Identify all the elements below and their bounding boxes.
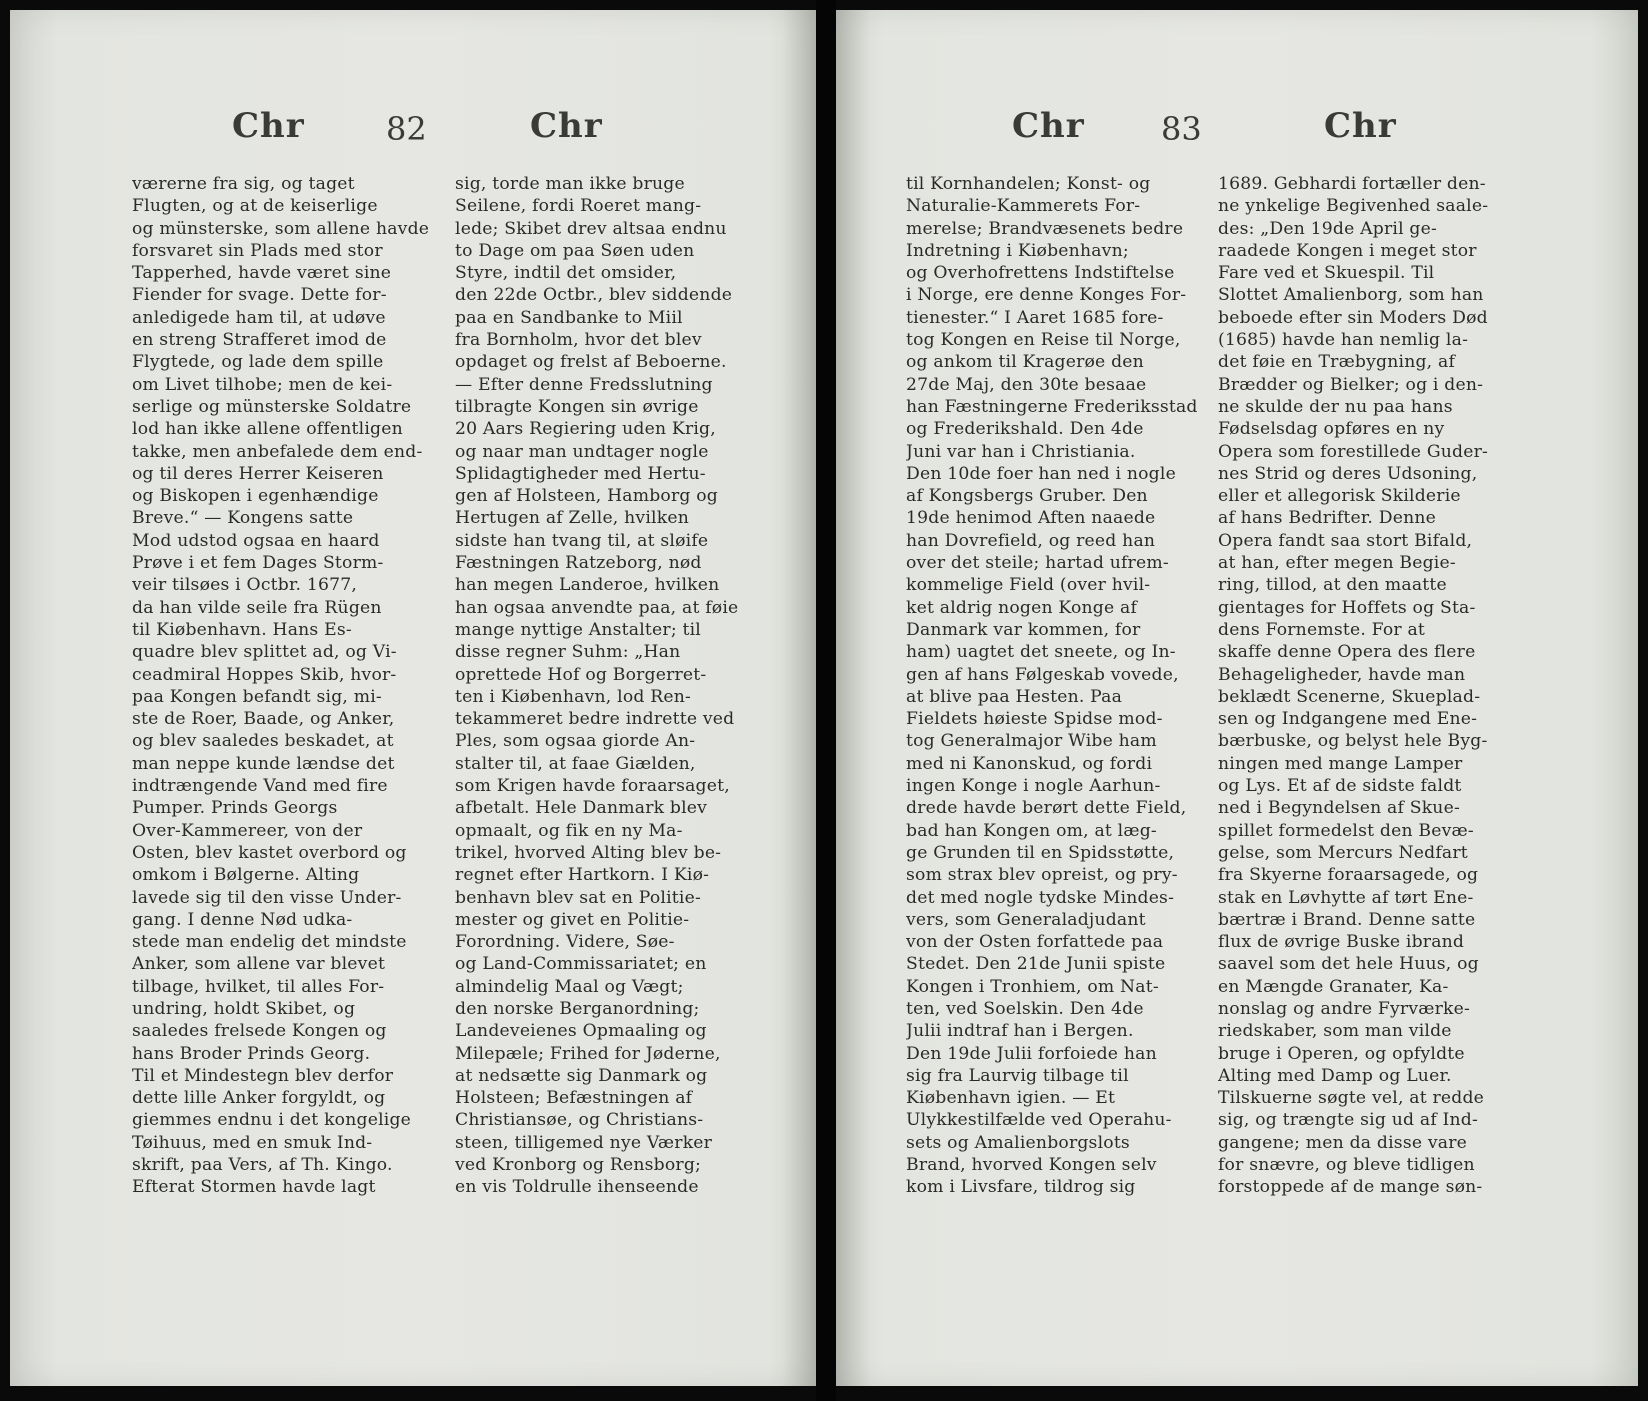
text-line: drede havde berørt dette Field, — [906, 798, 1187, 819]
text-line: Fiender for svage. Dette for- — [132, 285, 387, 306]
text-line: mange nyttige Anstalter; til — [455, 619, 701, 640]
text-line: Tøihuus, med en smuk Ind- — [132, 1132, 373, 1153]
text-line: ingen Konge i nogle Aarhun- — [906, 776, 1161, 797]
text-line: Prøve i et fem Dages Storm- — [132, 553, 384, 574]
left-page-column-1 — [132, 173, 444, 1199]
text-line: den norske Berganordning; — [455, 998, 700, 1019]
text-line: 19de henimod Aften naaede — [906, 508, 1156, 529]
left-page-header-right: Chr — [530, 106, 603, 146]
text-line: Slottet Amalienborg, som han — [1218, 285, 1484, 306]
text-line: og Frederikshald. Den 4de — [906, 419, 1144, 440]
text-line: værerne fra sig, og taget — [132, 174, 355, 194]
text-line: ceadmiral Hoppes Skib, hvor- — [132, 664, 397, 685]
right-page-header-left: Chr — [1012, 106, 1085, 146]
text-line: gen af hans Følgeskab vovede, — [906, 664, 1179, 685]
text-line: Opera som forestillede Guder- — [1218, 441, 1489, 462]
text-line: Styre, indtil det omsider, — [455, 263, 677, 284]
text-line: og til deres Herrer Keiseren — [132, 463, 384, 484]
text-line: ring, tillod, at den maatte — [1218, 575, 1447, 596]
text-line: ne ynkelige Begivenhed saale- — [1218, 196, 1489, 217]
text-line: sen og Indgangene med Ene- — [1218, 709, 1478, 730]
text-line: at han, efter megen Begie- — [1218, 553, 1456, 574]
text-line: afbetalt. Hele Danmark blev — [455, 798, 708, 819]
text-line: bad han Kongen om, at læg- — [906, 820, 1157, 841]
text-line: fra Bornholm, hvor det blev — [455, 330, 702, 351]
text-line: oprettede Hof og Borgerret- — [455, 664, 707, 685]
text-line: forsvaret sin Plads med stor — [132, 240, 383, 261]
text-line: i Norge, ere denne Konges For- — [906, 285, 1187, 306]
text-line: Til et Mindestegn blev derfor — [132, 1065, 394, 1086]
text-line: gientages for Hoffets og Sta- — [1218, 597, 1476, 618]
text-line: sidste han tvang til, at sløife — [455, 530, 709, 551]
book-gutter — [816, 0, 836, 1401]
text-line: for snævre, og bleve tidligen — [1218, 1155, 1475, 1176]
right-page-header-right: Chr — [1324, 106, 1397, 146]
text-line: Breve.“ — Kongens satte — [132, 508, 354, 529]
text-line: han Fæstningerne Frederiksstad — [906, 396, 1198, 417]
right-page-number: 83 — [1161, 110, 1202, 148]
text-line: som Krigen havde foraarsaget, — [455, 776, 730, 797]
text-line: ningen med mange Lamper — [1218, 753, 1463, 774]
text-line: en streng Strafferet imod de — [132, 330, 387, 351]
text-line: han megen Landeroe, hvilken — [455, 575, 720, 596]
text-line: Seilene, fordi Roeret mang- — [455, 196, 702, 217]
right-page-column-1 — [906, 173, 1206, 1199]
text-line: Opera fandt saa stort Bifald, — [1218, 530, 1473, 551]
text-line: opmaalt, og fik en ny Ma- — [455, 820, 683, 841]
text-line: Brædder og Bielker; og i den- — [1218, 374, 1484, 395]
text-line: Landeveienes Opmaaling og — [455, 1021, 707, 1042]
text-line: kommelige Field (over hvil- — [906, 575, 1151, 596]
text-line: kom i Livsfare, tildrog sig — [906, 1177, 1136, 1198]
text-line: af Kongsbergs Gruber. Den — [906, 486, 1148, 507]
text-line: 1689. Gebhardi fortæller den- — [1218, 174, 1486, 194]
text-line: Milepæle; Frihed for Jøderne, — [455, 1043, 721, 1064]
text-line: gang. I denne Nød udka- — [132, 909, 353, 930]
text-line: mester og givet en Politie- — [455, 909, 690, 930]
text-line: bærtræ i Brand. Denne satte — [1218, 909, 1476, 930]
text-line: og blev saaledes beskadet, at — [132, 731, 394, 752]
text-line: to Dage om paa Søen uden — [455, 240, 695, 261]
text-line: og Biskopen i egenhændige — [132, 486, 379, 507]
text-line: Indretning i Kiøbenhavn; — [906, 240, 1129, 261]
text-line: 20 Aars Regiering uden Krig, — [455, 419, 716, 440]
text-line: spillet formedelst den Bevæ- — [1218, 820, 1474, 841]
text-line: Christiansøe, og Christians- — [455, 1110, 704, 1131]
text-line: lede; Skibet drev altsaa endnu — [455, 218, 727, 239]
text-line: 27de Maj, den 30te besaae — [906, 374, 1147, 395]
text-line: og Lys. Et af de sidste faldt — [1218, 776, 1462, 797]
text-line: over det steile; hartad ufrem- — [906, 553, 1169, 574]
text-line: nonslag og andre Fyrværke- — [1218, 998, 1471, 1019]
text-line: gelse, som Mercurs Nedfart — [1218, 842, 1468, 863]
text-line: og Overhofrettens Indstiftelse — [906, 263, 1175, 284]
text-line: som strax blev opreist, og pry- — [906, 865, 1178, 886]
text-line: benhavn blev sat en Politie- — [455, 887, 701, 908]
text-line: og münsterske, som allene havde — [132, 218, 430, 239]
text-line: Anker, som allene var blevet — [132, 954, 386, 975]
text-line: beklædt Scenerne, Skueplad- — [1218, 686, 1481, 707]
text-line: Den 10de foer han ned i nogle — [906, 463, 1176, 484]
text-line: des: „Den 19de April ge- — [1218, 218, 1438, 239]
right-page — [836, 10, 1638, 1386]
text-line: Kiøbenhavn igien. — Et — [906, 1088, 1116, 1109]
text-line: ham) uagtet det sneete, og In- — [906, 642, 1176, 663]
text-line: Pumper. Prinds Georgs — [132, 798, 338, 819]
text-line: dette lille Anker forgyldt, og — [132, 1088, 386, 1109]
text-line: Forordning. Videre, Søe- — [455, 932, 675, 953]
text-line: og naar man undtager nogle — [455, 441, 709, 462]
text-line: tog Kongen en Reise til Norge, — [906, 330, 1181, 351]
text-line: Efterat Stormen havde lagt — [132, 1177, 376, 1198]
text-line: hans Broder Prinds Georg. — [132, 1043, 371, 1064]
text-line: at nedsætte sig Danmark og — [455, 1065, 708, 1086]
text-line: saaledes frelsede Kongen og — [132, 1021, 387, 1042]
text-line: ne skulde der nu paa hans — [1218, 396, 1453, 417]
right-page-column-2 — [1218, 173, 1508, 1199]
text-line: Stedet. Den 21de Junii spiste — [906, 954, 1166, 975]
text-line: at blive paa Hesten. Paa — [906, 686, 1123, 707]
text-line: paa Kongen befandt sig, mi- — [132, 686, 382, 707]
text-line: man neppe kunde lændse det — [132, 753, 395, 774]
text-line: en vis Toldrulle ihenseende — [455, 1177, 699, 1198]
left-page-column-2 — [455, 173, 765, 1199]
text-line: Ples, som ogsaa giorde An- — [455, 731, 696, 752]
text-line: Naturalie-Kammerets For- — [906, 196, 1141, 217]
text-line: Osten, blev kastet overbord og — [132, 842, 407, 863]
text-line: skrift, paa Vers, af Th. Kingo. — [132, 1155, 393, 1176]
left-page — [10, 10, 816, 1386]
text-line: Flygtede, og lade dem spille — [132, 352, 384, 373]
text-line: veir tilsøes i Octbr. 1677, — [132, 575, 358, 596]
text-line: nes Strid og deres Udsoning, — [1218, 463, 1478, 484]
text-line: undring, holdt Skibet, og — [132, 998, 356, 1019]
text-line: omkom i Bølgerne. Alting — [132, 865, 360, 886]
text-line: merelse; Brandvæsenets bedre — [906, 218, 1184, 239]
text-line: Fieldets høieste Spidse mod- — [906, 709, 1163, 730]
text-line: ket aldrig nogen Konge af — [906, 597, 1138, 618]
text-line: det med nogle tydske Mindes- — [906, 887, 1175, 908]
text-line: ten i Kiøbenhavn, lod Ren- — [455, 686, 692, 707]
text-line: Den 19de Julii forfoiede han — [906, 1043, 1157, 1064]
text-line: Splidagtigheder med Hertu- — [455, 463, 706, 484]
text-line: forstoppede af de mange søn- — [1218, 1177, 1483, 1198]
text-line: eller et allegorisk Skilderie — [1218, 486, 1461, 507]
text-line: gangene; men da disse vare — [1218, 1132, 1468, 1153]
text-line: tog Generalmajor Wibe ham — [906, 731, 1157, 752]
text-line: han Dovrefield, og reed han — [906, 530, 1156, 551]
text-line: lod han ikke allene offentligen — [132, 419, 403, 440]
text-line: en Mængde Granater, Ka- — [1218, 976, 1449, 997]
text-line: Alting med Damp og Luer. — [1218, 1065, 1452, 1086]
text-line: af hans Bedrifter. Denne — [1218, 508, 1437, 529]
text-line: Juni var han i Christiania. — [906, 441, 1136, 462]
text-line: gen af Holsteen, Hamborg og — [455, 486, 718, 507]
text-line: tienester.“ I Aaret 1685 fore- — [906, 307, 1164, 328]
text-line: ste de Roer, Baade, og Anker, — [132, 709, 395, 730]
text-line: til Kiøbenhavn. Hans Es- — [132, 619, 352, 640]
text-line: skaffe denne Opera des flere — [1218, 642, 1476, 663]
text-line: Fødselsdag opføres en ny — [1218, 419, 1445, 440]
text-line: tekammeret bedre indrette ved — [455, 709, 735, 730]
text-line: det føie en Træbygning, af — [1218, 352, 1456, 373]
text-line: anledigede ham til, at udøve — [132, 307, 386, 328]
text-line: indtrængende Vand med fire — [132, 776, 388, 797]
text-line: — Efter denne Fredsslutning — [455, 374, 713, 395]
text-line: giemmes endnu i det kongelige — [132, 1110, 412, 1131]
text-line: Flugten, og at de keiserlige — [132, 196, 378, 217]
text-line: Behageligheder, havde man — [1218, 664, 1466, 685]
text-line: ned i Begyndelsen af Skue- — [1218, 798, 1460, 819]
text-line: tilbage, hvilket, til alles For- — [132, 976, 385, 997]
text-line: og Land-Commissariatet; en — [455, 954, 707, 975]
text-line: steen, tilligemed nye Værker — [455, 1132, 713, 1153]
text-line: opdaget og frelst af Beboerne. — [455, 352, 727, 373]
text-line: serlige og münsterske Soldatre — [132, 396, 412, 417]
text-line: og ankom til Kragerøe den — [906, 352, 1144, 373]
text-line: dens Fornemste. For at — [1218, 619, 1426, 640]
text-line: sig fra Laurvig tilbage til — [906, 1065, 1129, 1086]
text-line: disse regner Suhm: „Han — [455, 642, 681, 663]
text-line: Holsteen; Befæstningen af — [455, 1088, 693, 1109]
text-line: flux de øvrige Buske ibrand — [1218, 932, 1465, 953]
text-line: Tilskuerne søgte vel, at redde — [1218, 1088, 1485, 1109]
text-line: (1685) havde han nemlig la- — [1218, 330, 1469, 351]
text-line: tilbragte Kongen sin øvrige — [455, 396, 699, 417]
text-line: ge Grunden til en Spidsstøtte, — [906, 842, 1175, 863]
text-line: raadede Kongen i meget stor — [1218, 240, 1477, 261]
text-line: riedskaber, som man vilde — [1218, 1021, 1452, 1042]
text-line: stak en Løvhytte af tørt Ene- — [1218, 887, 1474, 908]
text-line: lavede sig til den visse Under- — [132, 887, 402, 908]
text-line: Kongen i Tronhiem, om Nat- — [906, 976, 1159, 997]
text-line: Danmark var kommen, for — [906, 619, 1141, 640]
text-line: den 22de Octbr., blev siddende — [455, 285, 733, 306]
text-line: stalter til, at faae Giælden, — [455, 753, 696, 774]
text-line: ved Kronborg og Rensborg; — [455, 1155, 702, 1176]
text-line: Brand, hvorved Kongen selv — [906, 1155, 1157, 1176]
text-line: sig, og trængte sig ud af Ind- — [1218, 1110, 1479, 1131]
text-line: om Livet tilhobe; men de kei- — [132, 374, 393, 395]
text-line: han ogsaa anvendte paa, at føie — [455, 597, 739, 618]
text-line: paa en Sandbanke to Miil — [455, 307, 683, 328]
text-line: trikel, hvorved Alting blev be- — [455, 842, 722, 863]
text-line: fra Skyerne foraarsagede, og — [1218, 865, 1479, 886]
text-line: med ni Kanonskud, og fordi — [906, 753, 1153, 774]
text-line: bærbuske, og belyst hele Byg- — [1218, 731, 1488, 752]
text-line: til Kornhandelen; Konst- og — [906, 174, 1151, 194]
text-line: Fæstningen Ratzeborg, nød — [455, 553, 702, 574]
text-line: sets og Amalienborgslots — [906, 1132, 1130, 1153]
text-line: saavel som det hele Huus, og — [1218, 954, 1479, 975]
text-line: Tapperhed, havde været sine — [132, 263, 392, 284]
left-page-number: 82 — [386, 110, 427, 148]
text-line: Hertugen af Zelle, hvilken — [455, 508, 689, 529]
text-line: almindelig Maal og Vægt; — [455, 976, 684, 997]
text-line: bruge i Operen, og opfyldte — [1218, 1043, 1465, 1064]
text-line: vers, som Generaladjudant — [906, 909, 1146, 930]
text-line: Over-Kammereer, von der — [132, 820, 363, 841]
text-line: Fare ved et Skuespil. Til — [1218, 263, 1435, 284]
text-line: Julii indtraf han i Bergen. — [906, 1021, 1134, 1042]
text-line: Mod udstod ogsaa en haard — [132, 530, 380, 551]
text-line: quadre blev splittet ad, og Vi- — [132, 642, 397, 663]
text-line: regnet efter Hartkorn. I Kiø- — [455, 865, 710, 886]
text-line: ten, ved Soelskin. Den 4de — [906, 998, 1144, 1019]
text-line: von der Osten forfattede paa — [906, 932, 1164, 953]
text-line: da han vilde seile fra Rügen — [132, 597, 382, 618]
left-page-header-left: Chr — [232, 106, 305, 146]
text-line: takke, men anbefalede dem end- — [132, 441, 423, 462]
text-line: stede man endelig det mindste — [132, 932, 407, 953]
text-line: beboede efter sin Moders Død — [1218, 307, 1488, 328]
text-line: Ulykkestilfælde ved Operahu- — [906, 1110, 1172, 1131]
text-line: sig, torde man ikke bruge — [455, 174, 685, 194]
